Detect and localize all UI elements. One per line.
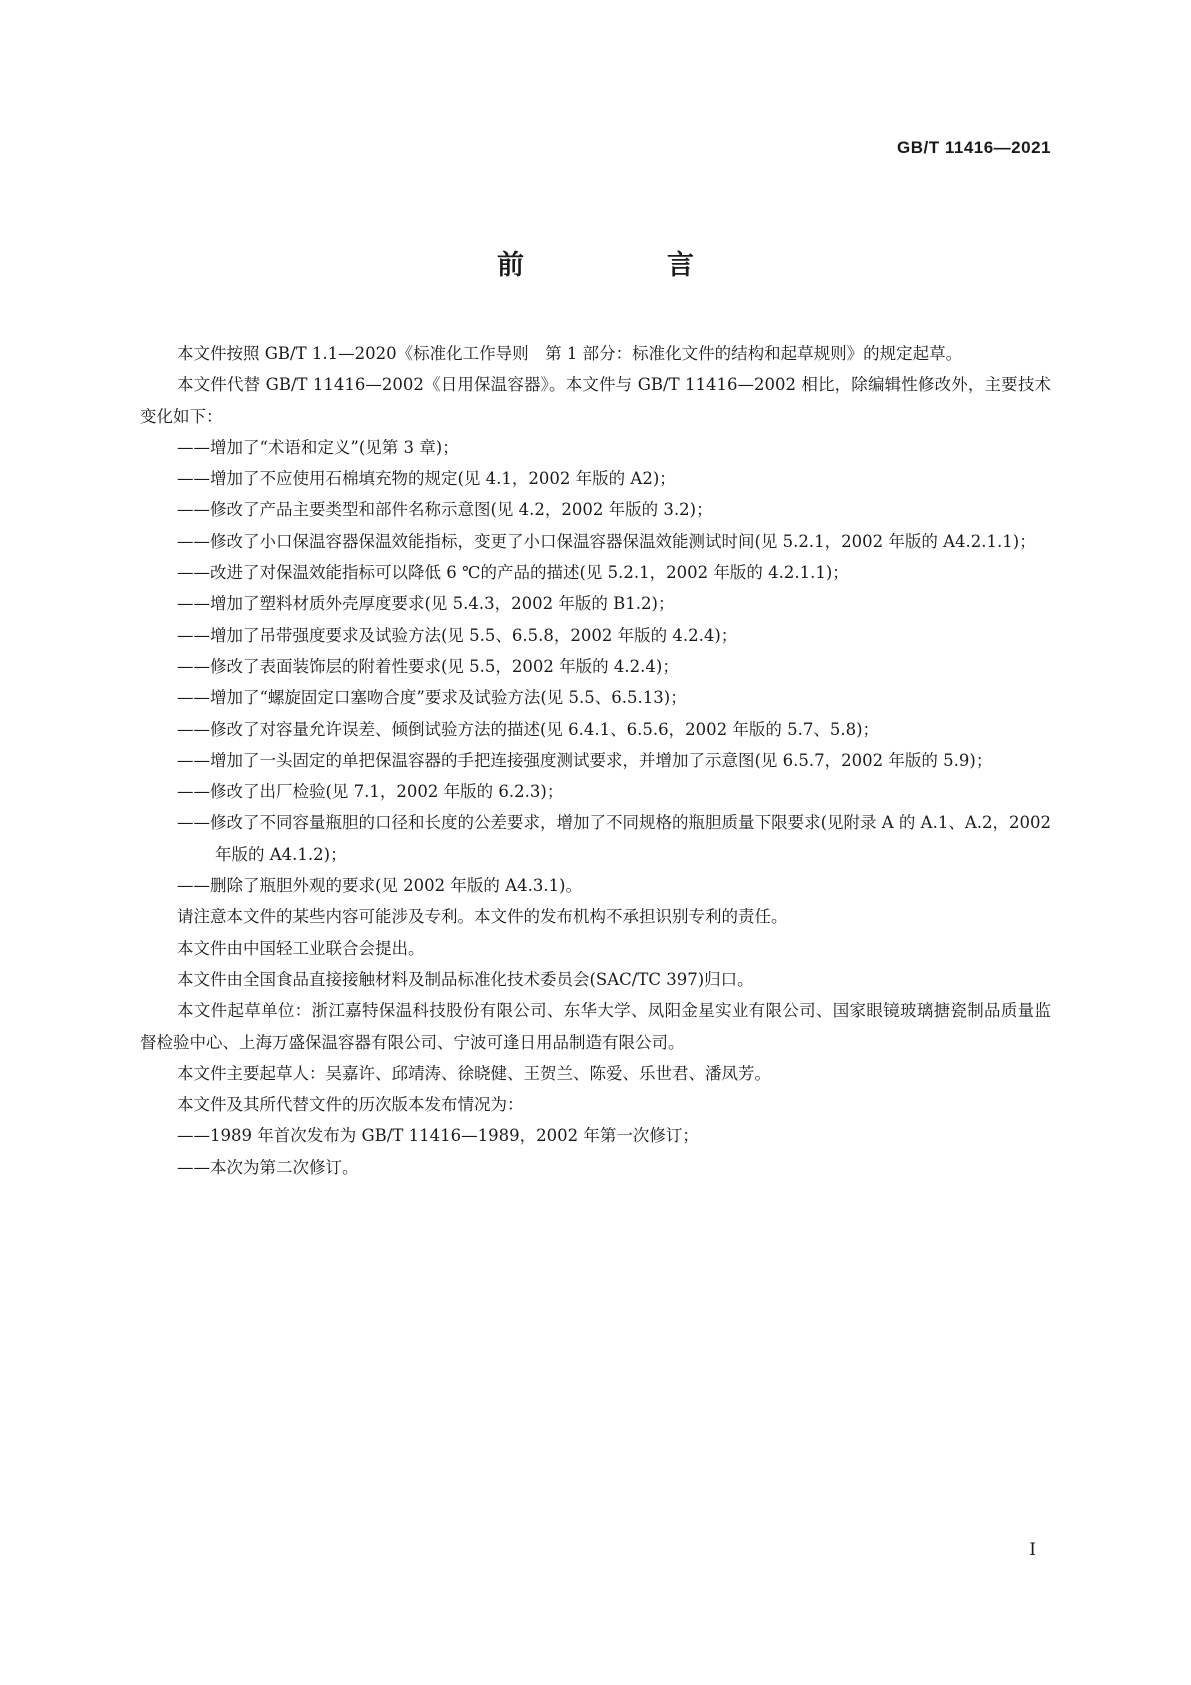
list-item: ——修改了不同容量瓶胆的口径和长度的公差要求，增加了不同规格的瓶胆质量下限要求(见附录 A 的 A.1、A.2，2002 年版的 A4.1.2)； [177, 813, 1051, 864]
list-item: ——删除了瓶胆外观的要求(见 2002 年版的 A4.3.1)。 [177, 876, 582, 896]
list-item: ——修改了表面装饰层的附着性要求(见 5.5，2002 年版的 4.2.4)； [177, 656, 679, 676]
paragraph: 本文件及其所代替文件的历次版本发布情况为： [177, 1095, 524, 1115]
page-number: I [1029, 1540, 1036, 1560]
list-item: ——修改了小口保温容器保温效能指标，变更了小口保温容器保温效能测试时间(见 5.2.1，2002 年版的 A4.2.1.1)； [177, 531, 1036, 551]
list-item: ——修改了产品主要类型和部件名称示意图(见 4.2，2002 年版的 3.2)； [177, 500, 713, 520]
list-item: ——增加了不应使用石棉填充物的规定(见 4.1，2002 年版的 A2)； [177, 469, 676, 489]
paragraph: 本文件由中国轻工业联合会提出。 [177, 938, 425, 958]
list-item: ——增加了塑料材质外壳厚度要求(见 5.4.3，2002 年版的 B1.2)； [177, 594, 675, 614]
paragraph: 本文件代替 GB/T 11416—2002《日用保温容器》。本文件与 GB/T 11416—2002 相比，除编辑性修改外，主要技术变化如下： [140, 375, 1051, 426]
paragraph: 本文件按照 GB/T 1.1—2020《标准化工作导则 第 1 部分：标准化文件的结构和起草规则》的规定起草。 [177, 344, 963, 363]
list-item: ——本次为第二次修订。 [177, 1157, 359, 1177]
list-item: ——修改了出厂检验(见 7.1，2002 年版的 6.2.3)； [177, 782, 564, 802]
document-id: GB/T 11416—2021 [897, 138, 1051, 157]
list-item: ——增加了一头固定的单把保温容器的手把连接强度测试要求，并增加了示意图(见 6.5.7，2002 年版的 5.9)； [177, 750, 993, 770]
foreword-body [140, 338, 1051, 1183]
list-item: ——增加了吊带强度要求及试验方法(见 5.5、6.5.8，2002 年版的 4.2.4)； [177, 625, 738, 645]
paragraph: 请注意本文件的某些内容可能涉及专利。本文件的发布机构不承担识别专利的责任。 [177, 907, 788, 927]
paragraph: 本文件主要起草人：吴嘉许、邱靖涛、徐晓健、王贺兰、陈爱、乐世君、潘凤芳。 [177, 1063, 771, 1083]
paragraph: 本文件由全国食品直接接触材料及制品标准化技术委员会(SAC/TC 397)归口。 [177, 969, 754, 989]
list-item: ——改进了对保温效能指标可以降低 6 ℃的产品的描述(见 5.2.1，2002 年版的 4.2.1.1)； [177, 563, 849, 583]
list-item: ——1989 年首次发布为 GB/T 11416—1989，2002 年第一次修订； [177, 1126, 699, 1146]
page-title: 前 言 [497, 250, 752, 281]
list-item: ——修改了对容量允许误差、倾倒试验方法的描述(见 6.4.1、6.5.6，2002 年版的 5.7、5.8)； [177, 719, 880, 739]
paragraph: 本文件起草单位：浙江嘉特保温科技股份有限公司、东华大学、凤阳金星实业有限公司、国家眼镜玻璃搪瓷制品质量监督检验中心、上海万盛保温容器有限公司、宁波可逢日用品制造有限公司。 [140, 1001, 1051, 1052]
list-item: ——增加了“术语和定义”(见第 3 章)； [177, 437, 459, 457]
list-item: ——增加了“螺旋固定口塞吻合度”要求及试验方法(见 5.5、6.5.13)； [177, 688, 687, 708]
